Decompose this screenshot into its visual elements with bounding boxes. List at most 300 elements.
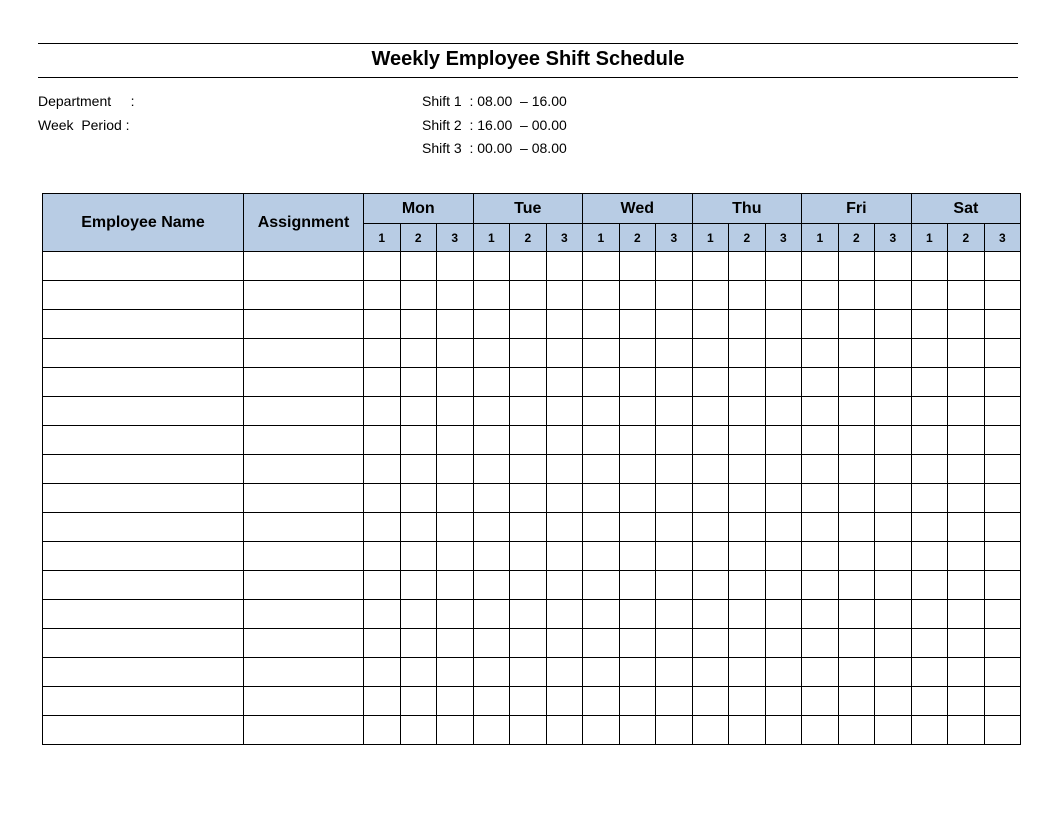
shift-cell-fri-1[interactable] (802, 687, 839, 716)
employee-name-cell[interactable] (43, 484, 244, 513)
shift-cell-wed-3[interactable] (656, 281, 693, 310)
shift-cell-wed-3[interactable] (656, 455, 693, 484)
shift-cell-sat-3[interactable] (984, 571, 1021, 600)
shift-cell-fri-2[interactable] (838, 310, 875, 339)
shift-cell-fri-2[interactable] (838, 281, 875, 310)
shift-cell-sat-3[interactable] (984, 426, 1021, 455)
shift-cell-wed-3[interactable] (656, 600, 693, 629)
shift-cell-fri-2[interactable] (838, 542, 875, 571)
shift-cell-wed-1[interactable] (583, 658, 620, 687)
shift-cell-sat-3[interactable] (984, 716, 1021, 745)
shift-cell-thu-2[interactable] (729, 484, 766, 513)
shift-cell-fri-3[interactable] (875, 629, 912, 658)
shift-cell-wed-2[interactable] (619, 513, 656, 542)
shift-cell-wed-1[interactable] (583, 716, 620, 745)
shift-cell-sat-1[interactable] (911, 484, 948, 513)
shift-cell-tue-1[interactable] (473, 484, 510, 513)
shift-cell-sat-2[interactable] (948, 455, 985, 484)
shift-cell-wed-2[interactable] (619, 252, 656, 281)
shift-cell-sat-2[interactable] (948, 716, 985, 745)
shift-cell-wed-3[interactable] (656, 252, 693, 281)
shift-cell-sat-1[interactable] (911, 310, 948, 339)
shift-cell-thu-3[interactable] (765, 455, 802, 484)
shift-cell-tue-2[interactable] (510, 716, 547, 745)
shift-cell-fri-3[interactable] (875, 600, 912, 629)
shift-cell-tue-1[interactable] (473, 542, 510, 571)
shift-cell-thu-2[interactable] (729, 426, 766, 455)
shift-cell-sat-2[interactable] (948, 426, 985, 455)
shift-cell-sat-2[interactable] (948, 281, 985, 310)
employee-name-cell[interactable] (43, 571, 244, 600)
shift-cell-wed-1[interactable] (583, 426, 620, 455)
shift-cell-thu-3[interactable] (765, 484, 802, 513)
shift-cell-wed-2[interactable] (619, 542, 656, 571)
shift-cell-mon-3[interactable] (437, 368, 474, 397)
shift-cell-thu-3[interactable] (765, 716, 802, 745)
shift-cell-tue-1[interactable] (473, 310, 510, 339)
shift-cell-thu-3[interactable] (765, 571, 802, 600)
shift-cell-mon-3[interactable] (437, 310, 474, 339)
shift-cell-sat-2[interactable] (948, 397, 985, 426)
assignment-cell[interactable] (244, 281, 364, 310)
shift-cell-sat-1[interactable] (911, 542, 948, 571)
shift-cell-mon-3[interactable] (437, 687, 474, 716)
shift-cell-fri-1[interactable] (802, 484, 839, 513)
shift-cell-sat-3[interactable] (984, 484, 1021, 513)
shift-cell-tue-2[interactable] (510, 600, 547, 629)
shift-cell-fri-3[interactable] (875, 716, 912, 745)
shift-cell-mon-1[interactable] (364, 687, 401, 716)
shift-cell-wed-3[interactable] (656, 716, 693, 745)
shift-cell-fri-3[interactable] (875, 658, 912, 687)
employee-name-cell[interactable] (43, 426, 244, 455)
shift-cell-thu-1[interactable] (692, 542, 729, 571)
shift-cell-thu-3[interactable] (765, 629, 802, 658)
shift-cell-mon-1[interactable] (364, 484, 401, 513)
shift-cell-sat-1[interactable] (911, 600, 948, 629)
shift-cell-thu-3[interactable] (765, 368, 802, 397)
shift-cell-sat-1[interactable] (911, 658, 948, 687)
employee-name-cell[interactable] (43, 513, 244, 542)
shift-cell-fri-2[interactable] (838, 397, 875, 426)
assignment-cell[interactable] (244, 397, 364, 426)
shift-cell-mon-2[interactable] (400, 310, 437, 339)
shift-cell-mon-1[interactable] (364, 426, 401, 455)
shift-cell-mon-1[interactable] (364, 571, 401, 600)
employee-name-cell[interactable] (43, 252, 244, 281)
shift-cell-mon-2[interactable] (400, 281, 437, 310)
shift-cell-mon-2[interactable] (400, 571, 437, 600)
shift-cell-sat-1[interactable] (911, 339, 948, 368)
shift-cell-tue-2[interactable] (510, 310, 547, 339)
assignment-cell[interactable] (244, 513, 364, 542)
shift-cell-thu-1[interactable] (692, 252, 729, 281)
shift-cell-tue-2[interactable] (510, 368, 547, 397)
shift-cell-fri-1[interactable] (802, 542, 839, 571)
shift-cell-fri-3[interactable] (875, 455, 912, 484)
shift-cell-mon-2[interactable] (400, 368, 437, 397)
shift-cell-thu-2[interactable] (729, 368, 766, 397)
shift-cell-mon-3[interactable] (437, 484, 474, 513)
shift-cell-thu-1[interactable] (692, 687, 729, 716)
assignment-cell[interactable] (244, 542, 364, 571)
shift-cell-fri-2[interactable] (838, 339, 875, 368)
shift-cell-tue-3[interactable] (546, 513, 583, 542)
shift-cell-tue-3[interactable] (546, 397, 583, 426)
shift-cell-thu-1[interactable] (692, 368, 729, 397)
shift-cell-sat-2[interactable] (948, 310, 985, 339)
shift-cell-wed-1[interactable] (583, 629, 620, 658)
shift-cell-fri-3[interactable] (875, 484, 912, 513)
shift-cell-sat-2[interactable] (948, 368, 985, 397)
shift-cell-fri-2[interactable] (838, 513, 875, 542)
shift-cell-mon-3[interactable] (437, 426, 474, 455)
shift-cell-fri-3[interactable] (875, 281, 912, 310)
shift-cell-wed-1[interactable] (583, 368, 620, 397)
shift-cell-fri-2[interactable] (838, 658, 875, 687)
shift-cell-thu-2[interactable] (729, 310, 766, 339)
shift-cell-tue-3[interactable] (546, 368, 583, 397)
shift-cell-sat-1[interactable] (911, 252, 948, 281)
shift-cell-wed-1[interactable] (583, 571, 620, 600)
shift-cell-thu-3[interactable] (765, 542, 802, 571)
shift-cell-mon-3[interactable] (437, 542, 474, 571)
employee-name-cell[interactable] (43, 658, 244, 687)
shift-cell-wed-3[interactable] (656, 658, 693, 687)
shift-cell-mon-2[interactable] (400, 397, 437, 426)
shift-cell-mon-3[interactable] (437, 455, 474, 484)
shift-cell-mon-1[interactable] (364, 542, 401, 571)
shift-cell-fri-2[interactable] (838, 571, 875, 600)
shift-cell-thu-1[interactable] (692, 629, 729, 658)
shift-cell-sat-3[interactable] (984, 542, 1021, 571)
employee-name-cell[interactable] (43, 600, 244, 629)
shift-cell-sat-1[interactable] (911, 368, 948, 397)
shift-cell-sat-3[interactable] (984, 252, 1021, 281)
shift-cell-mon-2[interactable] (400, 455, 437, 484)
shift-cell-fri-3[interactable] (875, 542, 912, 571)
shift-cell-wed-3[interactable] (656, 513, 693, 542)
shift-cell-mon-2[interactable] (400, 716, 437, 745)
shift-cell-tue-2[interactable] (510, 397, 547, 426)
shift-cell-thu-1[interactable] (692, 600, 729, 629)
shift-cell-sat-2[interactable] (948, 339, 985, 368)
shift-cell-wed-1[interactable] (583, 484, 620, 513)
shift-cell-thu-2[interactable] (729, 658, 766, 687)
shift-cell-tue-2[interactable] (510, 571, 547, 600)
shift-cell-sat-3[interactable] (984, 339, 1021, 368)
shift-cell-fri-2[interactable] (838, 455, 875, 484)
assignment-cell[interactable] (244, 484, 364, 513)
shift-cell-tue-2[interactable] (510, 426, 547, 455)
shift-cell-tue-2[interactable] (510, 252, 547, 281)
shift-cell-thu-2[interactable] (729, 716, 766, 745)
shift-cell-fri-1[interactable] (802, 310, 839, 339)
assignment-cell[interactable] (244, 716, 364, 745)
shift-cell-wed-2[interactable] (619, 658, 656, 687)
shift-cell-thu-1[interactable] (692, 513, 729, 542)
shift-cell-tue-3[interactable] (546, 542, 583, 571)
shift-cell-sat-2[interactable] (948, 600, 985, 629)
employee-name-cell[interactable] (43, 368, 244, 397)
shift-cell-thu-3[interactable] (765, 600, 802, 629)
shift-cell-sat-3[interactable] (984, 397, 1021, 426)
shift-cell-mon-1[interactable] (364, 455, 401, 484)
shift-cell-fri-3[interactable] (875, 310, 912, 339)
shift-cell-fri-1[interactable] (802, 658, 839, 687)
shift-cell-sat-2[interactable] (948, 571, 985, 600)
shift-cell-tue-3[interactable] (546, 252, 583, 281)
shift-cell-wed-2[interactable] (619, 368, 656, 397)
shift-cell-fri-3[interactable] (875, 571, 912, 600)
shift-cell-mon-2[interactable] (400, 658, 437, 687)
shift-cell-tue-3[interactable] (546, 716, 583, 745)
shift-cell-thu-1[interactable] (692, 571, 729, 600)
shift-cell-wed-1[interactable] (583, 397, 620, 426)
shift-cell-sat-1[interactable] (911, 455, 948, 484)
assignment-cell[interactable] (244, 339, 364, 368)
shift-cell-wed-3[interactable] (656, 339, 693, 368)
shift-cell-fri-3[interactable] (875, 513, 912, 542)
shift-cell-thu-1[interactable] (692, 455, 729, 484)
shift-cell-sat-1[interactable] (911, 426, 948, 455)
shift-cell-tue-3[interactable] (546, 484, 583, 513)
shift-cell-thu-1[interactable] (692, 716, 729, 745)
shift-cell-mon-2[interactable] (400, 339, 437, 368)
shift-cell-tue-1[interactable] (473, 455, 510, 484)
assignment-cell[interactable] (244, 426, 364, 455)
shift-cell-tue-2[interactable] (510, 542, 547, 571)
shift-cell-fri-1[interactable] (802, 368, 839, 397)
shift-cell-wed-3[interactable] (656, 542, 693, 571)
shift-cell-tue-1[interactable] (473, 397, 510, 426)
shift-cell-thu-3[interactable] (765, 687, 802, 716)
shift-cell-sat-1[interactable] (911, 281, 948, 310)
shift-cell-mon-2[interactable] (400, 542, 437, 571)
shift-cell-thu-3[interactable] (765, 658, 802, 687)
shift-cell-tue-3[interactable] (546, 455, 583, 484)
shift-cell-fri-3[interactable] (875, 687, 912, 716)
shift-cell-fri-1[interactable] (802, 629, 839, 658)
shift-cell-wed-1[interactable] (583, 542, 620, 571)
shift-cell-tue-1[interactable] (473, 252, 510, 281)
shift-cell-thu-2[interactable] (729, 397, 766, 426)
shift-cell-sat-1[interactable] (911, 629, 948, 658)
shift-cell-thu-3[interactable] (765, 339, 802, 368)
shift-cell-wed-3[interactable] (656, 687, 693, 716)
shift-cell-mon-1[interactable] (364, 629, 401, 658)
shift-cell-thu-3[interactable] (765, 281, 802, 310)
shift-cell-sat-3[interactable] (984, 281, 1021, 310)
shift-cell-tue-1[interactable] (473, 658, 510, 687)
shift-cell-tue-3[interactable] (546, 571, 583, 600)
shift-cell-tue-1[interactable] (473, 281, 510, 310)
shift-cell-wed-1[interactable] (583, 310, 620, 339)
shift-cell-thu-2[interactable] (729, 252, 766, 281)
shift-cell-fri-3[interactable] (875, 368, 912, 397)
shift-cell-sat-2[interactable] (948, 542, 985, 571)
shift-cell-tue-2[interactable] (510, 658, 547, 687)
shift-cell-mon-2[interactable] (400, 513, 437, 542)
shift-cell-wed-2[interactable] (619, 716, 656, 745)
shift-cell-thu-1[interactable] (692, 426, 729, 455)
shift-cell-wed-2[interactable] (619, 600, 656, 629)
shift-cell-wed-1[interactable] (583, 252, 620, 281)
shift-cell-wed-2[interactable] (619, 687, 656, 716)
shift-cell-wed-3[interactable] (656, 397, 693, 426)
shift-cell-tue-1[interactable] (473, 339, 510, 368)
employee-name-cell[interactable] (43, 281, 244, 310)
shift-cell-tue-1[interactable] (473, 513, 510, 542)
shift-cell-wed-2[interactable] (619, 455, 656, 484)
shift-cell-thu-3[interactable] (765, 426, 802, 455)
shift-cell-fri-1[interactable] (802, 339, 839, 368)
shift-cell-mon-2[interactable] (400, 600, 437, 629)
shift-cell-fri-2[interactable] (838, 687, 875, 716)
shift-cell-sat-1[interactable] (911, 716, 948, 745)
shift-cell-wed-3[interactable] (656, 426, 693, 455)
employee-name-cell[interactable] (43, 629, 244, 658)
shift-cell-mon-3[interactable] (437, 281, 474, 310)
shift-cell-thu-2[interactable] (729, 542, 766, 571)
shift-cell-fri-1[interactable] (802, 252, 839, 281)
shift-cell-tue-1[interactable] (473, 571, 510, 600)
shift-cell-wed-1[interactable] (583, 600, 620, 629)
shift-cell-thu-3[interactable] (765, 513, 802, 542)
shift-cell-thu-2[interactable] (729, 571, 766, 600)
shift-cell-fri-2[interactable] (838, 716, 875, 745)
shift-cell-tue-2[interactable] (510, 339, 547, 368)
shift-cell-thu-3[interactable] (765, 397, 802, 426)
shift-cell-tue-2[interactable] (510, 687, 547, 716)
shift-cell-sat-3[interactable] (984, 600, 1021, 629)
assignment-cell[interactable] (244, 629, 364, 658)
shift-cell-tue-2[interactable] (510, 484, 547, 513)
shift-cell-mon-3[interactable] (437, 397, 474, 426)
shift-cell-mon-3[interactable] (437, 513, 474, 542)
shift-cell-thu-1[interactable] (692, 310, 729, 339)
shift-cell-fri-1[interactable] (802, 397, 839, 426)
shift-cell-mon-3[interactable] (437, 339, 474, 368)
employee-name-cell[interactable] (43, 310, 244, 339)
shift-cell-tue-1[interactable] (473, 716, 510, 745)
shift-cell-mon-2[interactable] (400, 687, 437, 716)
shift-cell-thu-1[interactable] (692, 484, 729, 513)
shift-cell-fri-1[interactable] (802, 281, 839, 310)
shift-cell-mon-1[interactable] (364, 281, 401, 310)
shift-cell-fri-1[interactable] (802, 426, 839, 455)
shift-cell-thu-2[interactable] (729, 339, 766, 368)
shift-cell-tue-3[interactable] (546, 629, 583, 658)
shift-cell-thu-2[interactable] (729, 513, 766, 542)
shift-cell-sat-3[interactable] (984, 368, 1021, 397)
shift-cell-wed-2[interactable] (619, 310, 656, 339)
shift-cell-sat-2[interactable] (948, 658, 985, 687)
shift-cell-sat-2[interactable] (948, 687, 985, 716)
employee-name-cell[interactable] (43, 687, 244, 716)
shift-cell-wed-3[interactable] (656, 368, 693, 397)
shift-cell-wed-2[interactable] (619, 281, 656, 310)
shift-cell-wed-3[interactable] (656, 310, 693, 339)
shift-cell-mon-1[interactable] (364, 600, 401, 629)
shift-cell-tue-3[interactable] (546, 658, 583, 687)
shift-cell-sat-3[interactable] (984, 310, 1021, 339)
shift-cell-mon-2[interactable] (400, 484, 437, 513)
shift-cell-wed-2[interactable] (619, 397, 656, 426)
shift-cell-fri-2[interactable] (838, 426, 875, 455)
shift-cell-sat-3[interactable] (984, 629, 1021, 658)
shift-cell-fri-2[interactable] (838, 368, 875, 397)
assignment-cell[interactable] (244, 571, 364, 600)
shift-cell-wed-2[interactable] (619, 339, 656, 368)
shift-cell-thu-3[interactable] (765, 310, 802, 339)
shift-cell-tue-1[interactable] (473, 426, 510, 455)
shift-cell-sat-3[interactable] (984, 455, 1021, 484)
shift-cell-fri-1[interactable] (802, 716, 839, 745)
shift-cell-fri-3[interactable] (875, 252, 912, 281)
shift-cell-wed-1[interactable] (583, 339, 620, 368)
shift-cell-wed-2[interactable] (619, 571, 656, 600)
shift-cell-fri-1[interactable] (802, 455, 839, 484)
shift-cell-sat-2[interactable] (948, 484, 985, 513)
assignment-cell[interactable] (244, 252, 364, 281)
shift-cell-mon-1[interactable] (364, 658, 401, 687)
shift-cell-mon-3[interactable] (437, 716, 474, 745)
shift-cell-tue-2[interactable] (510, 513, 547, 542)
shift-cell-tue-3[interactable] (546, 600, 583, 629)
shift-cell-mon-2[interactable] (400, 252, 437, 281)
shift-cell-mon-1[interactable] (364, 252, 401, 281)
shift-cell-mon-1[interactable] (364, 397, 401, 426)
assignment-cell[interactable] (244, 600, 364, 629)
employee-name-cell[interactable] (43, 542, 244, 571)
shift-cell-tue-3[interactable] (546, 339, 583, 368)
shift-cell-mon-1[interactable] (364, 368, 401, 397)
shift-cell-tue-2[interactable] (510, 281, 547, 310)
shift-cell-wed-1[interactable] (583, 513, 620, 542)
assignment-cell[interactable] (244, 455, 364, 484)
shift-cell-tue-3[interactable] (546, 426, 583, 455)
shift-cell-tue-3[interactable] (546, 310, 583, 339)
shift-cell-mon-1[interactable] (364, 339, 401, 368)
shift-cell-sat-1[interactable] (911, 687, 948, 716)
shift-cell-thu-1[interactable] (692, 281, 729, 310)
shift-cell-tue-3[interactable] (546, 281, 583, 310)
shift-cell-wed-3[interactable] (656, 484, 693, 513)
shift-cell-mon-3[interactable] (437, 252, 474, 281)
shift-cell-thu-2[interactable] (729, 629, 766, 658)
shift-cell-wed-1[interactable] (583, 687, 620, 716)
assignment-cell[interactable] (244, 310, 364, 339)
shift-cell-fri-3[interactable] (875, 397, 912, 426)
shift-cell-mon-1[interactable] (364, 310, 401, 339)
shift-cell-sat-1[interactable] (911, 571, 948, 600)
shift-cell-thu-1[interactable] (692, 339, 729, 368)
shift-cell-fri-2[interactable] (838, 484, 875, 513)
shift-cell-fri-2[interactable] (838, 629, 875, 658)
employee-name-cell[interactable] (43, 716, 244, 745)
shift-cell-mon-3[interactable] (437, 658, 474, 687)
shift-cell-thu-1[interactable] (692, 397, 729, 426)
shift-cell-thu-2[interactable] (729, 281, 766, 310)
shift-cell-sat-2[interactable] (948, 252, 985, 281)
shift-cell-thu-1[interactable] (692, 658, 729, 687)
employee-name-cell[interactable] (43, 339, 244, 368)
shift-cell-thu-2[interactable] (729, 600, 766, 629)
shift-cell-fri-1[interactable] (802, 513, 839, 542)
shift-cell-mon-3[interactable] (437, 571, 474, 600)
shift-cell-sat-3[interactable] (984, 687, 1021, 716)
